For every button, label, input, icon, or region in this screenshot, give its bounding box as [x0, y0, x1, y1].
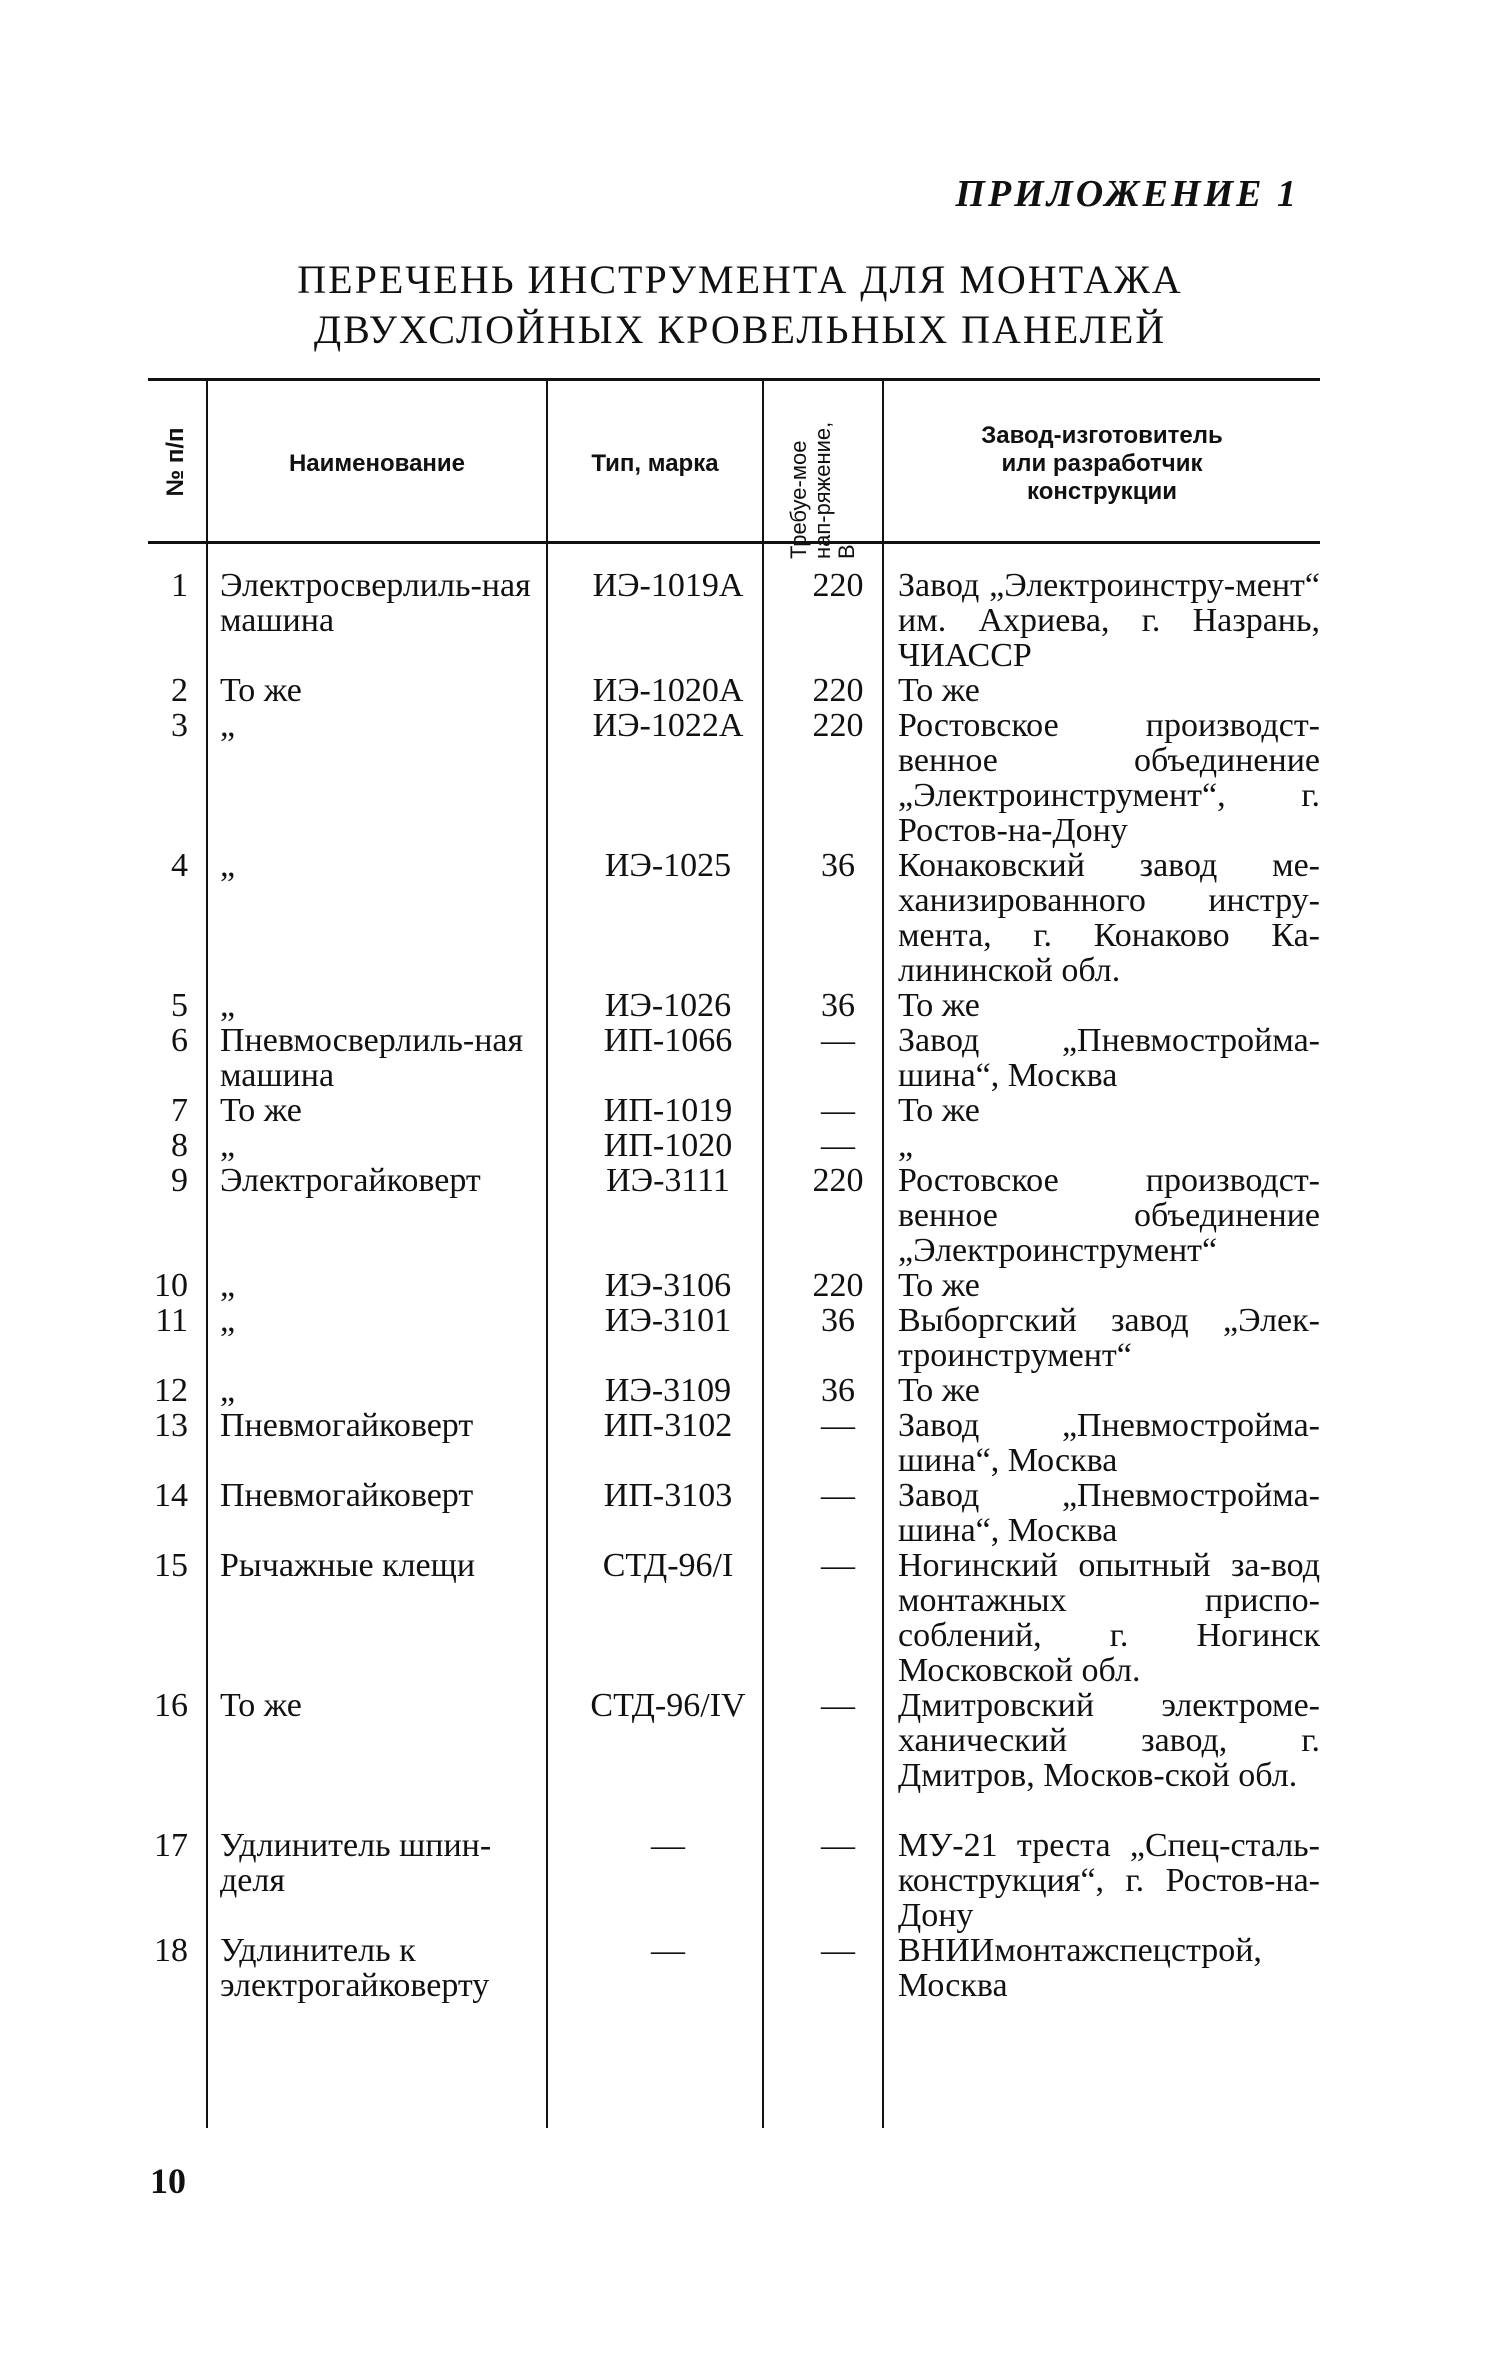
- row-num: 10: [154, 1267, 188, 1304]
- row-name: Электросверлиль-ная машина: [220, 567, 531, 639]
- row-name: „: [220, 987, 236, 1024]
- row-maker: То же: [898, 987, 980, 1024]
- row-maker: Ростовское производст-венное объединение „Электроинструмент“, г. Ростов-на-Дону: [898, 707, 1320, 849]
- row-voltage: —: [821, 1687, 855, 1724]
- row-num: 12: [154, 1372, 188, 1409]
- row-num: 13: [154, 1407, 188, 1444]
- row-name: Пневмогайковерт: [220, 1477, 474, 1514]
- column-divider: [206, 378, 208, 2128]
- row-voltage: —: [821, 1547, 855, 1584]
- title-line-1: ПЕРЕЧЕНЬ ИНСТРУМЕНТА ДЛЯ МОНТАЖА: [297, 257, 1183, 302]
- row-name: Удлинитель шпин-деля: [220, 1827, 492, 1899]
- row-maker: То же: [898, 1092, 980, 1129]
- row-name: „: [220, 1127, 236, 1164]
- row-name: То же: [220, 1092, 302, 1129]
- instrument-table: [148, 378, 1320, 2128]
- row-num: 2: [171, 672, 188, 709]
- title-line-2: ДВУХСЛОЙНЫХ КРОВЕЛЬНЫХ ПАНЕЛЕЙ: [313, 307, 1167, 352]
- row-maker: Завод „Пневмостройма-шина“, Москва: [898, 1477, 1320, 1549]
- header-maker-line-3: конструкции: [1027, 478, 1177, 505]
- row-name: Электрогайковерт: [220, 1162, 481, 1199]
- column-divider: [546, 378, 548, 2128]
- row-voltage: —: [821, 1127, 855, 1164]
- row-name: „: [220, 1372, 236, 1409]
- row-maker: Ногинский опытный за-вод монтажных приспо-соблений, г. Ногинск Московской обл.: [898, 1547, 1320, 1689]
- row-num: 1: [171, 567, 188, 604]
- row-voltage: —: [821, 1477, 855, 1514]
- row-name: Пневмосверлиль-ная машина: [220, 1022, 524, 1094]
- row-type: ИЭ-3106: [604, 1267, 732, 1304]
- table-top-rule: [148, 378, 1320, 381]
- row-num: 8: [171, 1127, 188, 1164]
- table-header-rule: [148, 541, 1320, 544]
- row-maker: Завод „Электроинстру-мент“ им. Ахриева, г. Назрань, ЧИАССР: [898, 567, 1320, 674]
- column-divider: [882, 378, 884, 2128]
- row-num: 3: [171, 707, 188, 744]
- row-name: „: [220, 707, 236, 744]
- row-num: 6: [171, 1022, 188, 1059]
- row-type: ИП-1019: [603, 1092, 733, 1129]
- row-name: „: [220, 1302, 236, 1339]
- row-type: —: [651, 1932, 685, 1969]
- row-type: СТД-96/I: [602, 1547, 734, 1584]
- row-voltage: —: [821, 1092, 855, 1129]
- row-voltage: 36: [821, 1372, 855, 1409]
- row-voltage: —: [821, 1932, 855, 1969]
- row-voltage: 220: [812, 672, 864, 709]
- row-voltage: 220: [812, 707, 864, 744]
- row-voltage: —: [821, 1022, 855, 1059]
- row-type: ИП-3102: [603, 1407, 733, 1444]
- header-maker-line-2: или разработчик: [1001, 450, 1203, 477]
- row-type: ИЭ-3111: [606, 1162, 730, 1199]
- column-divider: [762, 378, 764, 2128]
- row-name: Удлинитель к электрогайковерту: [220, 1932, 490, 2004]
- row-voltage: 220: [812, 567, 864, 604]
- row-voltage: 220: [812, 1267, 864, 1304]
- row-type: СТД-96/IV: [590, 1687, 746, 1724]
- row-num: 7: [171, 1092, 188, 1129]
- row-type: ИП-1020: [603, 1127, 733, 1164]
- row-num: 5: [171, 987, 188, 1024]
- row-maker: Завод „Пневмостройма-шина“, Москва: [898, 1022, 1320, 1094]
- row-name: „: [220, 847, 236, 884]
- row-name: Рычажные клещи: [220, 1547, 476, 1584]
- row-type: ИЭ-1020А: [592, 672, 744, 709]
- row-name: Пневмогайковерт: [220, 1407, 474, 1444]
- row-type: —: [651, 1827, 685, 1864]
- row-voltage: 36: [821, 987, 855, 1024]
- row-maker: То же: [898, 1267, 980, 1304]
- row-maker: Конаковский завод ме-ханизированного инстру-мента, г. Конаково Ка-лининской обл.: [898, 847, 1320, 989]
- page-number: 10: [150, 2161, 186, 2201]
- row-num: 16: [154, 1687, 188, 1724]
- row-voltage: —: [821, 1827, 855, 1864]
- row-maker: Завод „Пневмостройма-шина“, Москва: [898, 1407, 1320, 1479]
- row-maker: ВНИИмонтажспецстрой, Москва: [898, 1932, 1262, 2004]
- header-maker-line-1: Завод-изготовитель: [981, 422, 1223, 449]
- row-type: ИЭ-1019А: [592, 567, 744, 604]
- header-voltage: Требуе-мое нап-ряжение, В: [786, 421, 859, 559]
- row-name: То же: [220, 672, 302, 709]
- row-name: То же: [220, 1687, 302, 1724]
- document-title: [150, 255, 1330, 355]
- row-num: 18: [154, 1932, 188, 1969]
- row-maker: То же: [898, 672, 980, 709]
- row-type: ИЭ-1025: [604, 847, 732, 884]
- row-num: 11: [155, 1302, 188, 1339]
- row-type: ИП-3103: [603, 1477, 733, 1514]
- row-maker: МУ-21 треста „Спец-стальконструкция“, г. Ростов-на-Дону: [898, 1827, 1320, 1934]
- row-maker: Ростовское производст-венное объединение „Электроинструмент“: [898, 1162, 1320, 1269]
- row-num: 14: [154, 1477, 188, 1514]
- row-maker: „: [898, 1127, 914, 1164]
- row-maker: То же: [898, 1372, 980, 1409]
- appendix-label: ПРИЛОЖЕНИЕ 1: [955, 173, 1299, 215]
- row-num: 4: [171, 847, 188, 884]
- row-type: ИЭ-1026: [604, 987, 732, 1024]
- row-voltage: 36: [821, 1302, 855, 1339]
- row-type: ИЭ-3101: [604, 1302, 732, 1339]
- row-name: „: [220, 1267, 236, 1304]
- row-maker: Дмитровский электроме-ханический завод, г. Дмитров, Москов-ской обл.: [898, 1687, 1320, 1794]
- row-num: 15: [154, 1547, 188, 1584]
- row-num: 9: [171, 1162, 188, 1199]
- header-num: № п/п: [162, 427, 189, 497]
- header-type: Тип, марка: [591, 450, 719, 477]
- row-voltage: 220: [812, 1162, 864, 1199]
- row-voltage: —: [821, 1407, 855, 1444]
- header-maker: [884, 390, 1320, 538]
- row-num: 17: [154, 1827, 188, 1864]
- header-name: Наименование: [288, 450, 466, 477]
- row-voltage: 36: [821, 847, 855, 884]
- row-maker: Выборгский завод „Элек-троинструмент“: [898, 1302, 1320, 1374]
- row-type: ИЭ-1022А: [592, 707, 744, 744]
- row-type: ИЭ-3109: [604, 1372, 732, 1409]
- row-type: ИП-1066: [603, 1022, 733, 1059]
